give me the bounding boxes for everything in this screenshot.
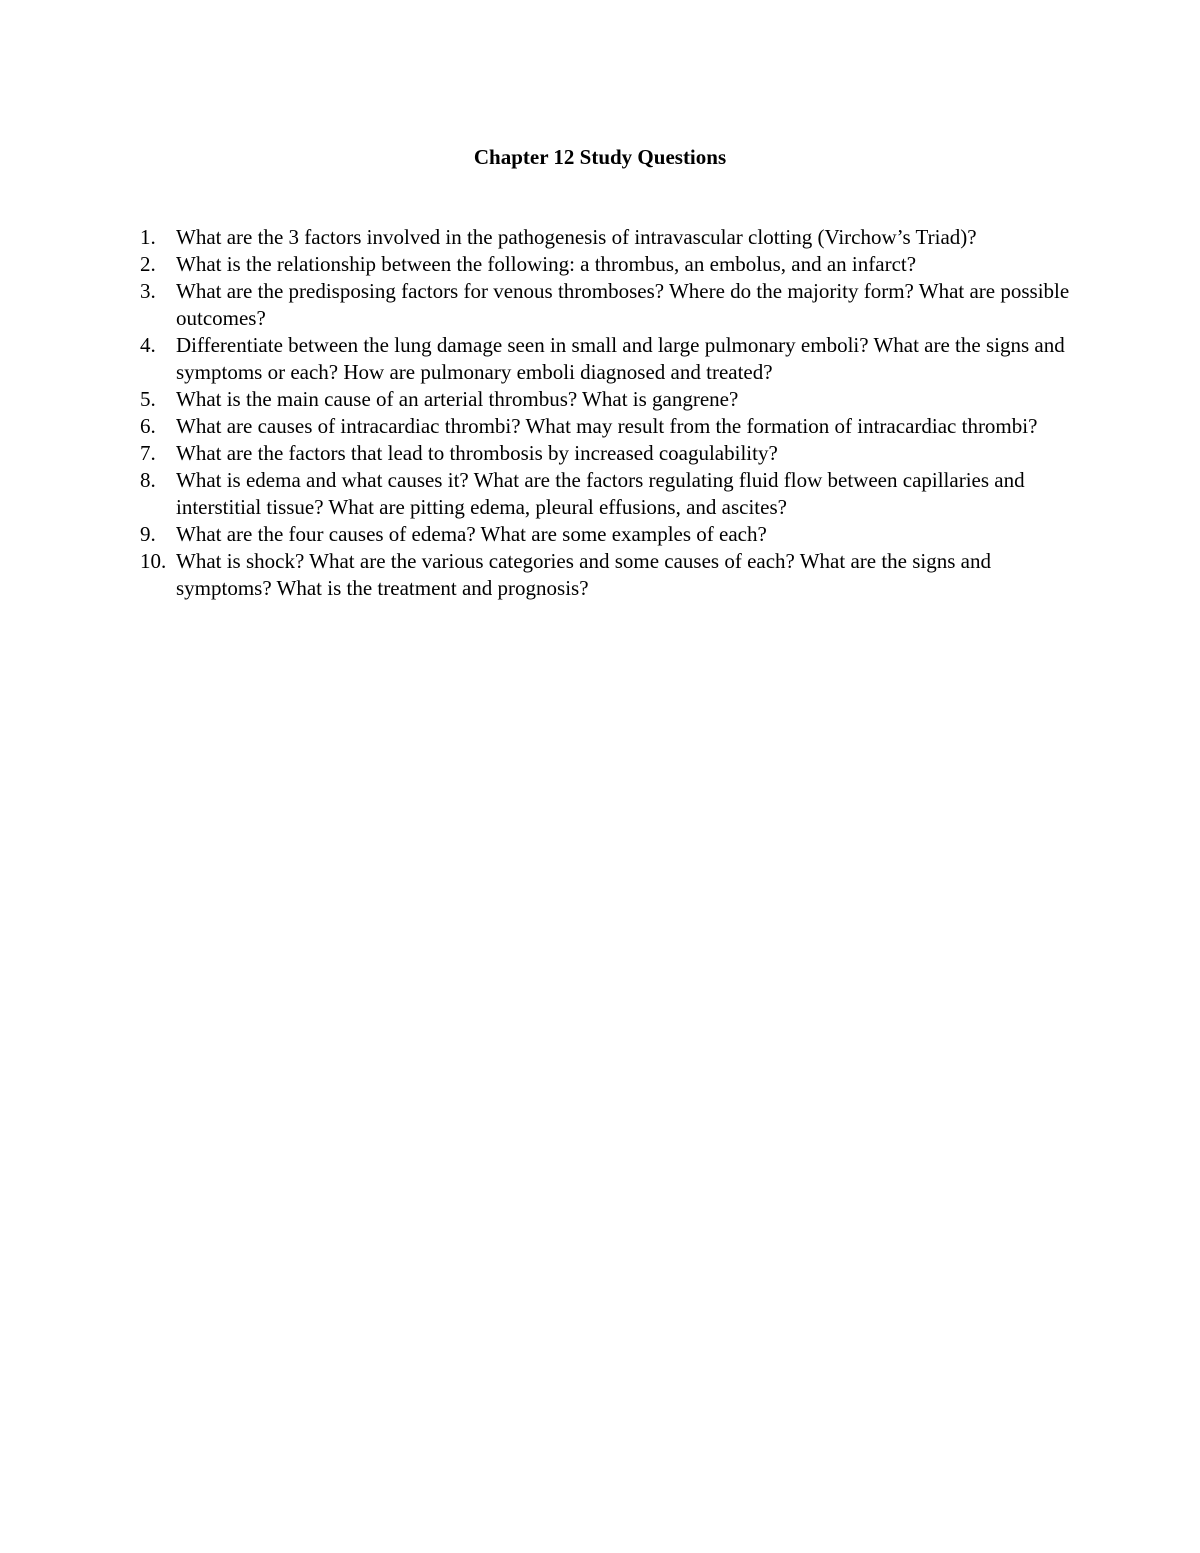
question-number: 8. — [140, 468, 156, 492]
question-item — [140, 332, 1070, 386]
question-item — [140, 413, 1070, 440]
page-title: Chapter 12 Study Questions — [473, 145, 727, 169]
question-number: 5. — [140, 387, 156, 411]
question-item — [140, 278, 1070, 332]
question-number: 2. — [140, 252, 156, 276]
question-text: What are the four causes of edema? What are some examples of each? — [176, 522, 767, 546]
question-list — [140, 224, 1070, 602]
question-text: What are the predisposing factors for venous thromboses? Where do the majority form? What are possible outcomes? — [176, 279, 1070, 330]
question-text: What is shock? What are the various categories and some causes of each? What are the signs and symptoms? What is the treatment and prognosis? — [176, 549, 991, 600]
question-item — [140, 548, 1070, 602]
question-number: 10. — [140, 549, 167, 573]
question-item — [140, 440, 1070, 467]
question-item — [140, 386, 1070, 413]
question-item — [140, 521, 1070, 548]
question-number: 6. — [140, 414, 156, 438]
question-text: What are causes of intracardiac thrombi? What may result from the formation of intracardiac thrombi? — [176, 414, 1038, 438]
question-number: 4. — [140, 333, 156, 357]
question-text: What is the main cause of an arterial thrombus? What is gangrene? — [176, 387, 739, 411]
question-number: 1. — [140, 225, 156, 249]
question-text: What are the factors that lead to thrombosis by increased coagulability? — [176, 441, 778, 465]
question-text: What is edema and what causes it? What are the factors regulating fluid flow between capillaries and interstitial tissue? What are pitting edema, pleural effusions, and ascites? — [176, 468, 1025, 519]
question-item — [140, 251, 1070, 278]
question-item — [140, 224, 1070, 251]
question-text: What are the 3 factors involved in the pathogenesis of intravascular clotting (Virchow’s Triad)? — [176, 225, 977, 249]
question-item — [140, 467, 1070, 521]
question-number: 9. — [140, 522, 156, 546]
question-text: Differentiate between the lung damage seen in small and large pulmonary emboli? What are the signs and symptoms or each? How are pulmonary emboli diagnosed and treated? — [176, 333, 1065, 384]
question-text: What is the relationship between the following: a thrombus, an embolus, and an infarct? — [176, 252, 917, 276]
question-number: 3. — [140, 279, 156, 303]
question-number: 7. — [140, 441, 156, 465]
